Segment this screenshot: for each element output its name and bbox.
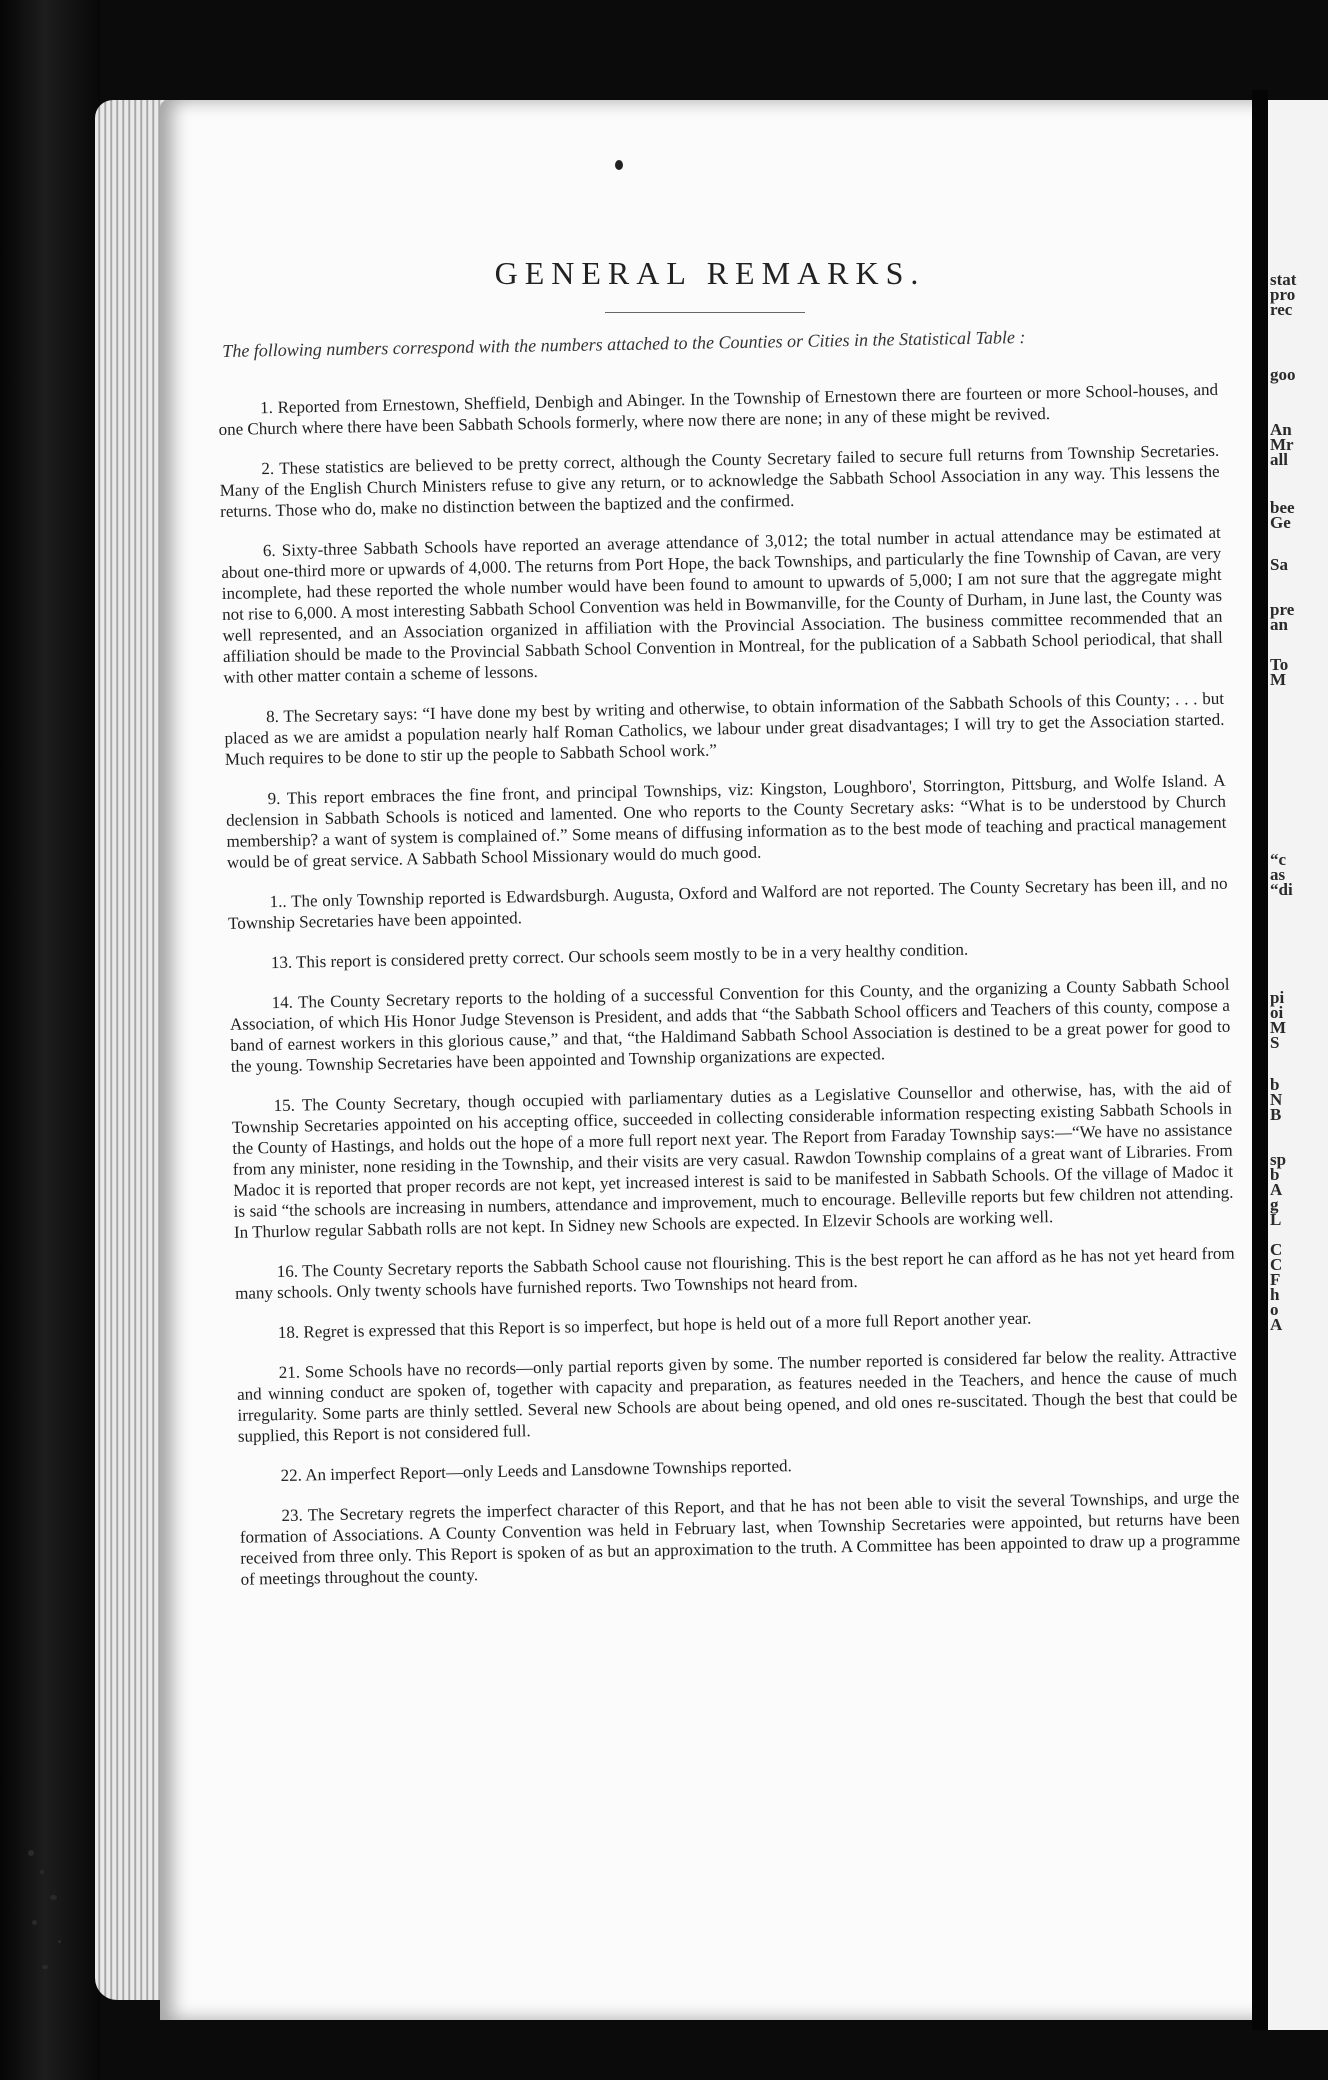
facing-page-fragment: A xyxy=(1270,1315,1283,1334)
book-spine-shadow xyxy=(0,0,100,2080)
remark-paragraph: 21. Some Schools have no records—only partial reports given by some. The number reported is considered far below the reality. Attractive and winning conduct are spoken of, together with capacity and preparation, as features needed in the Teachers, and hence the cause of much irregularity. Some parts are thinly settled. Several new Schools are about being opened, and old ones re-suscitated. Though the best that could be supplied, this Report is not considered full. xyxy=(236,1344,1238,1446)
remark-paragraph: 18. Regret is expressed that this Report is so imperfect, but hope is held out of a more full Report another year. xyxy=(277,1308,1032,1343)
facing-page-fragment: all xyxy=(1270,450,1288,469)
remark-paragraph: 2. These statistics are believed to be pretty correct, although the County Secretary failed to secure full returns from Township Secretaries. Many of the English Church Ministers refuse to give any return, or to acknowledge the Sabbath School Association in any way. This lessens the returns. Those who do, make no distinction between the baptized and the confirmed. xyxy=(219,440,1220,521)
remarks-body xyxy=(218,379,1241,1609)
facing-page-fragment: g xyxy=(1270,1195,1279,1214)
facing-page-fragment: N xyxy=(1270,1090,1283,1109)
remark-paragraph: 22. An imperfect Report—only Leeds and Lansdowne Townships reported. xyxy=(280,1456,793,1485)
intro-text: The following numbers correspond with the numbers attached to the Counties or Cities in the Statistical Table : xyxy=(222,326,1026,361)
ink-dot xyxy=(615,160,623,170)
facing-page-fragment: “di xyxy=(1270,880,1293,899)
facing-page-fragment: An xyxy=(1270,420,1292,439)
book-gutter xyxy=(1252,90,1268,2030)
facing-page-fragment: “c xyxy=(1270,850,1287,869)
remark-paragraph: 9. This report embraces the fine front, and principal Townships, viz: Kingston, Loughboro', Storrington, Pittsburg, and Wolfe Island. A declension in Sabbath Schools is noticed and lamented. One who reports to the County Secretary asks: “What is to be understood by Church membership? a want of system is complained of.” Some means of diffusing information as to the best mode of teaching and practical management would be of great service. A Sabbath School Missionary would do much good. xyxy=(225,770,1227,872)
facing-page-fragment: Mr xyxy=(1270,435,1294,454)
remark-paragraph: 16. The County Secretary reports the Sabbath School cause not flourishing. This is the best report he can afford as he has not yet heard from many schools. Only twenty schools have furnished reports. Two Townships not heard from. xyxy=(235,1243,1235,1303)
facing-page-fragment: M xyxy=(1270,1018,1287,1037)
remark-paragraph: 1.. The only Township reported is Edwardsburgh. Augusta, Oxford and Walford are not reported. The County Secretary has been ill, and no Township Secretaries have been appointed. xyxy=(227,873,1228,933)
facing-page-fragment: L xyxy=(1270,1210,1282,1229)
facing-page-fragment: pre xyxy=(1270,600,1295,619)
facing-page-fragment: pi xyxy=(1270,988,1285,1007)
facing-page-fragment: rec xyxy=(1270,300,1293,319)
facing-page-fragment: oi xyxy=(1270,1003,1284,1022)
facing-page-fragment: F xyxy=(1270,1270,1281,1289)
facing-page-fragment: C xyxy=(1270,1240,1283,1259)
facing-page-fragment: h xyxy=(1270,1285,1280,1304)
document-page xyxy=(160,100,1260,2020)
facing-page-fragment: bee xyxy=(1270,498,1295,517)
facing-page-fragment: as xyxy=(1270,865,1286,884)
facing-page-fragment: S xyxy=(1270,1033,1280,1052)
facing-page-fragment: b xyxy=(1270,1165,1280,1184)
facing-page-fragment: goo xyxy=(1270,365,1296,384)
facing-page-fragment: pro xyxy=(1270,285,1296,304)
facing-page-fragment: To xyxy=(1270,655,1289,674)
facing-page-fragment: M xyxy=(1270,670,1287,689)
remark-paragraph: 13. This report is considered pretty correct. Our schools seem mostly to be in a very healthy condition. xyxy=(270,939,969,973)
facing-page-fragment: o xyxy=(1270,1300,1279,1319)
title-rule xyxy=(605,312,805,313)
facing-page-fragment: stat xyxy=(1270,270,1297,289)
remark-paragraph: 23. The Secretary regrets the imperfect character of this Report, and that he has not been able to visit the several Townships, and urge the formation of Associations. A County Convention was held in February last, when Township Secretaries were appointed, but returns have been received from three only. This Report is spoken of as but an approximation to the truth. A Committee has been appointed to draw up a programme of meetings throughout the county. xyxy=(239,1487,1241,1589)
facing-page-fragment: b xyxy=(1270,1075,1280,1094)
facing-page-edge xyxy=(1268,100,1328,2030)
facing-page-fragment: A xyxy=(1270,1180,1283,1199)
remark-paragraph: 1. Reported from Ernestown, Sheffield, Denbigh and Abinger. In the Township of Ernestown there are fourteen or more School-houses, and one Church where there have been Sabbath Schools formerly, where now there are none; in any of these might be revived. xyxy=(218,379,1219,439)
facing-page-fragment: Sa xyxy=(1270,555,1288,574)
remark-paragraph: 14. The County Secretary reports to the holding of a successful Convention for this County, and the organizing a County Sabbath School Association, of which His Honor Judge Stevenson is President, and adds that “the Sabbath School officers and Teachers of this county, compose a band of earnest workers in this glorious cause,” and that, “the Haldimand Sabbath School Association is destined to be a great power for good to the young. Township Secretaries have been appointed and Township organizations are expected. xyxy=(229,974,1231,1076)
facing-page-fragment: Ge xyxy=(1270,513,1291,532)
page-title: GENERAL REMARKS. xyxy=(494,255,926,291)
remark-paragraph: 8. The Secretary says: “I have done my best by writing and otherwise, to obtain information of the Sabbath Schools of this County; . . . but placed as we are amidst a population nearly half Roman Catholics, we labour under great disadvantages; I will try to get the Association started. Much requires to be done to stir up the people to Sabbath School work.” xyxy=(224,688,1225,769)
facing-page-fragment: sp xyxy=(1270,1150,1287,1169)
facing-page-fragment: B xyxy=(1270,1105,1282,1124)
remark-paragraph: 6. Sixty-three Sabbath Schools have reported an average attendance of 3,012; the total number in actual attendance may be estimated at about one-third more or upwards of 4,000. The returns from Port Hope, the back Townships, and particularly the fine Township of Cavan, are very incomplete, had these reported the whole number would have been found to amount to upwards of 5,000; I am not sure that the aggregate might not rise to 6,000. A most interesting Sabbath School Convention was held in Bowmanville, for the County of Durham, in June last, the County was well represented, and an Association organized in affiliation with the Provincial Association. The business committee recommended that an affiliation should be made to the Provincial Sabbath School Convention in Montreal, for the publication of a Sabbath School periodical, that shall with other matter contain a scheme of lessons. xyxy=(221,522,1223,687)
remark-paragraph: 15. The County Secretary, though occupied with parliamentary duties as a Legislative Counsellor and otherwise, has, with the aid of Township Secretaries appointed on his accepting office, succeeded in collecting considerable information respecting existing Sabbath Schools in the County of Hastings, and holds out the hope of a more full report next year. The Report from Faraday Township says:—“We have no assistance from any minister, none residing in the Township, and their visits are very casual. Rawdon Township complains of a great want of Libraries. From Madoc it is reported that proper records are not kept, yet increased interest is said to be manifested in Sabbath Schools. Of the village of Madoc it is said “the schools are increasing in numbers, attendance and improvement, much to encourage. Belleville reports but few children not attending. In Thurlow regular Sabbath rolls are not kept. In Sidney new Schools are expected. In Elzevir Schools are working well. xyxy=(231,1077,1234,1242)
page-stains xyxy=(20,1840,80,2000)
facing-page-fragment: C xyxy=(1270,1255,1283,1274)
facing-page-fragment: an xyxy=(1270,615,1288,634)
